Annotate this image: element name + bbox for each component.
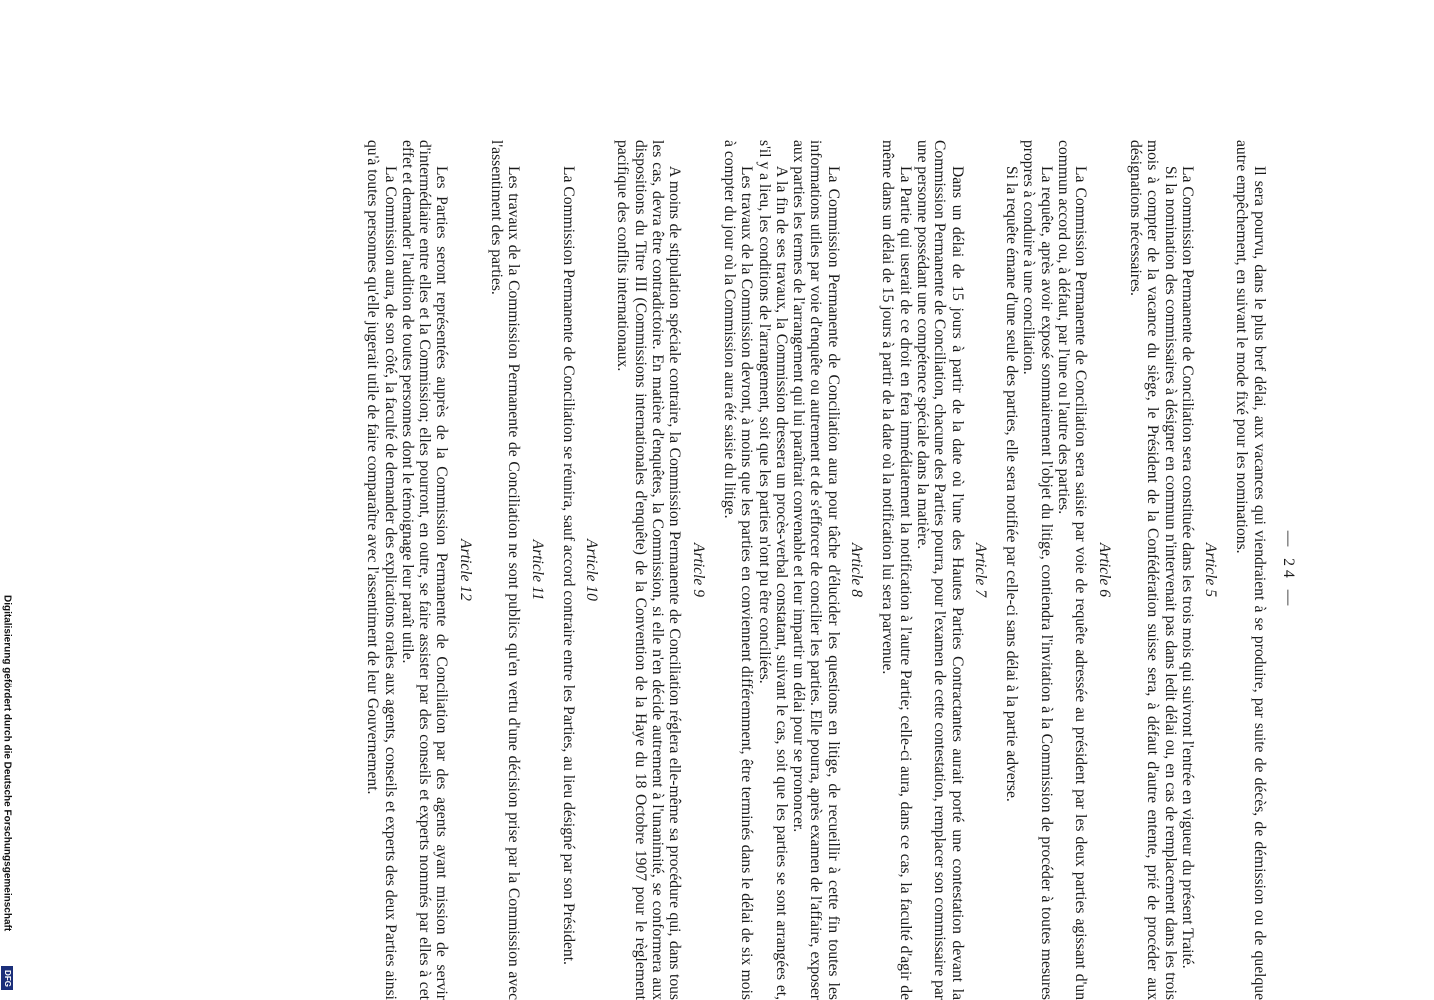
article-paragraph: Si la requête émane d'une seule des parties, elle sera notifiée par celle-ci sans délai à la partie adverse. (1003, 166, 1021, 802)
article-heading: Article 5 (1202, 542, 1220, 598)
article-8 (721, 140, 865, 1000)
dfg-logo-text: DFG (2, 969, 12, 987)
article-heading: Article 12 (456, 539, 474, 601)
article-paragraph: Les travaux de la Commission Permanente de Conciliation ne sont publics qu'en vertu d'une décision prise par la Commission avec l'assentiment des parties. (488, 140, 523, 1000)
article-paragraph: Si la nomination des commissaires à désigner en commun n'intervenait pas dans ledit délai ou, en cas de remplacement dans les trois mois à compter de la vacance du siège, le Président de la Confédération suisse sera, à défaut d'autre entente, prié de procéder aux désignations nécessaires. (1126, 140, 1179, 1000)
article-paragraph: La Commission aura, de son côté, la faculté de demander des explications orales aux agents, conseils et experts des deux Parties ainsi qu'à toutes personnes qu'elle jugerait utile de faire comparaître avec l'assentiment de leur Gouvernement. (364, 140, 399, 1000)
article-9 (614, 140, 706, 1000)
article-heading: Article 11 (528, 539, 546, 601)
page-number: — 24 — (1280, 530, 1297, 610)
article-heading: Article 6 (1095, 542, 1113, 598)
article-paragraph: La Commission Permanente de Conciliation sera constituée dans les trois mois qui suivront l'entrée en vigueur du présent Traité. (1178, 166, 1196, 969)
article-heading: Article 8 (848, 542, 866, 598)
article-heading: Article 9 (689, 542, 707, 598)
article-12 (364, 140, 474, 1000)
article-6 (1003, 140, 1113, 1000)
article-heading: Article 7 (971, 542, 989, 598)
article-paragraph: La Commission Permanente de Conciliation aura pour tâche d'élucider les questions en litige, de recueillir à cette fin toutes les informations utiles par voie d'enquête ou autrement et de s'efforcer de concilier les parties. Elle pourra, après examen de l'affaire, exposer aux parties les termes de l'arrangement qui lui paraîtrait convenable et leur impartir un délai pour se prononcer. (790, 140, 842, 1000)
article-paragraph: Les Parties seront représentées auprès de la Commission Permanente de Conciliation par des agents ayant mission de servir d'intermédiaire entre elles et la Commission; elles pourront, en outre, se faire assister par des conseils et experts nommés par elles à cet effet et demander l'audition de toutes personnes dont le témoignage leur paraît utile. (398, 140, 451, 1000)
article-5 (1127, 140, 1219, 1000)
dfg-logo-icon (1, 966, 13, 990)
intro-paragraph: Il sera pourvu, dans le plus bref délai, aux vacances qui viendraient à se produire, par suite de décès, de démission ou de quelque autre empêchement, en suivant le mode fixé pour les nominations. (1233, 140, 1268, 1000)
article-paragraph: La requête, après avoir exposé sommairement l'objet du litige, contiendra l'invitation à la Commission de procéder à toutes mesures propres à conduire à une conciliation. (1020, 140, 1055, 1000)
digitization-credit: Digitalisierung gefördert durch die Deutsche Forschungsgemeinschaft (1, 595, 13, 932)
article-paragraph: A la fin de ses travaux, la Commission dressera un procès-verbal constatant, suivant le cas, soit que les parties se sont arrangées et, s'il y a lieu, les conditions de l'arrangement, soit que les parties n'ont pu être conciliées. (755, 140, 790, 1000)
article-11 (488, 140, 546, 1000)
article-paragraph: A moins de stipulation spéciale contraire, la Commission Permanente de Conciliation réglera elle-même sa procédure qui, dans tous les cas, devra être contradictoire. En matière d'enquêtes, la Commission, si elle n'en décide autrement à l'unanimité, se conformera aux dispositions du Titre III (Commissions internationales d'enquête) de la Convention de la Haye du 18 Octobre 1907 pour le règlement pacifique des conflits internationaux. (614, 140, 684, 1000)
scanned-page (147, 140, 1297, 1000)
article-heading: Article 10 (583, 539, 601, 601)
article-10 (560, 140, 601, 1000)
article-paragraph: La Partie qui userait de ce droit en fera immédiatement la notification à l'autre Partie; celle-ci aura, dans ce cas, la faculté d'agir de même dans un délai de 15 jours à partir de la date où la notification lui sera parvenue. (879, 140, 914, 1000)
article-paragraph: Dans un délai de 15 jours à partir de la date où l'une des Hautes Parties Contractantes aurait porté une contestation devant la Commission Permanente de Conciliation, chacune des Parties pourra, pour l'examen de cette contestation, remplacer son commissaire par une personne possédant une compétence spéciale dans la matière. (913, 140, 966, 1000)
article-paragraph: La Commission Permanente de Conciliation se réunira, sauf accord contraire entre les Parties, au lieu désigné par son Président. (559, 166, 577, 965)
article-paragraph: Les travaux de la Commission devront, à moins que les parties en conviennent différemment, être terminés dans le délai de six mois à compter du jour où la Commission aura été saisie du litige. (720, 140, 756, 1000)
article-paragraph: La Commission Permanente de Conciliation sera saisie par voie de requête adressée au président par les deux parties agissant d'un commun accord ou, à défaut, par l'une ou l'autre des parties. (1055, 140, 1090, 1000)
article-7 (879, 140, 989, 1000)
page-content (147, 140, 1297, 1000)
